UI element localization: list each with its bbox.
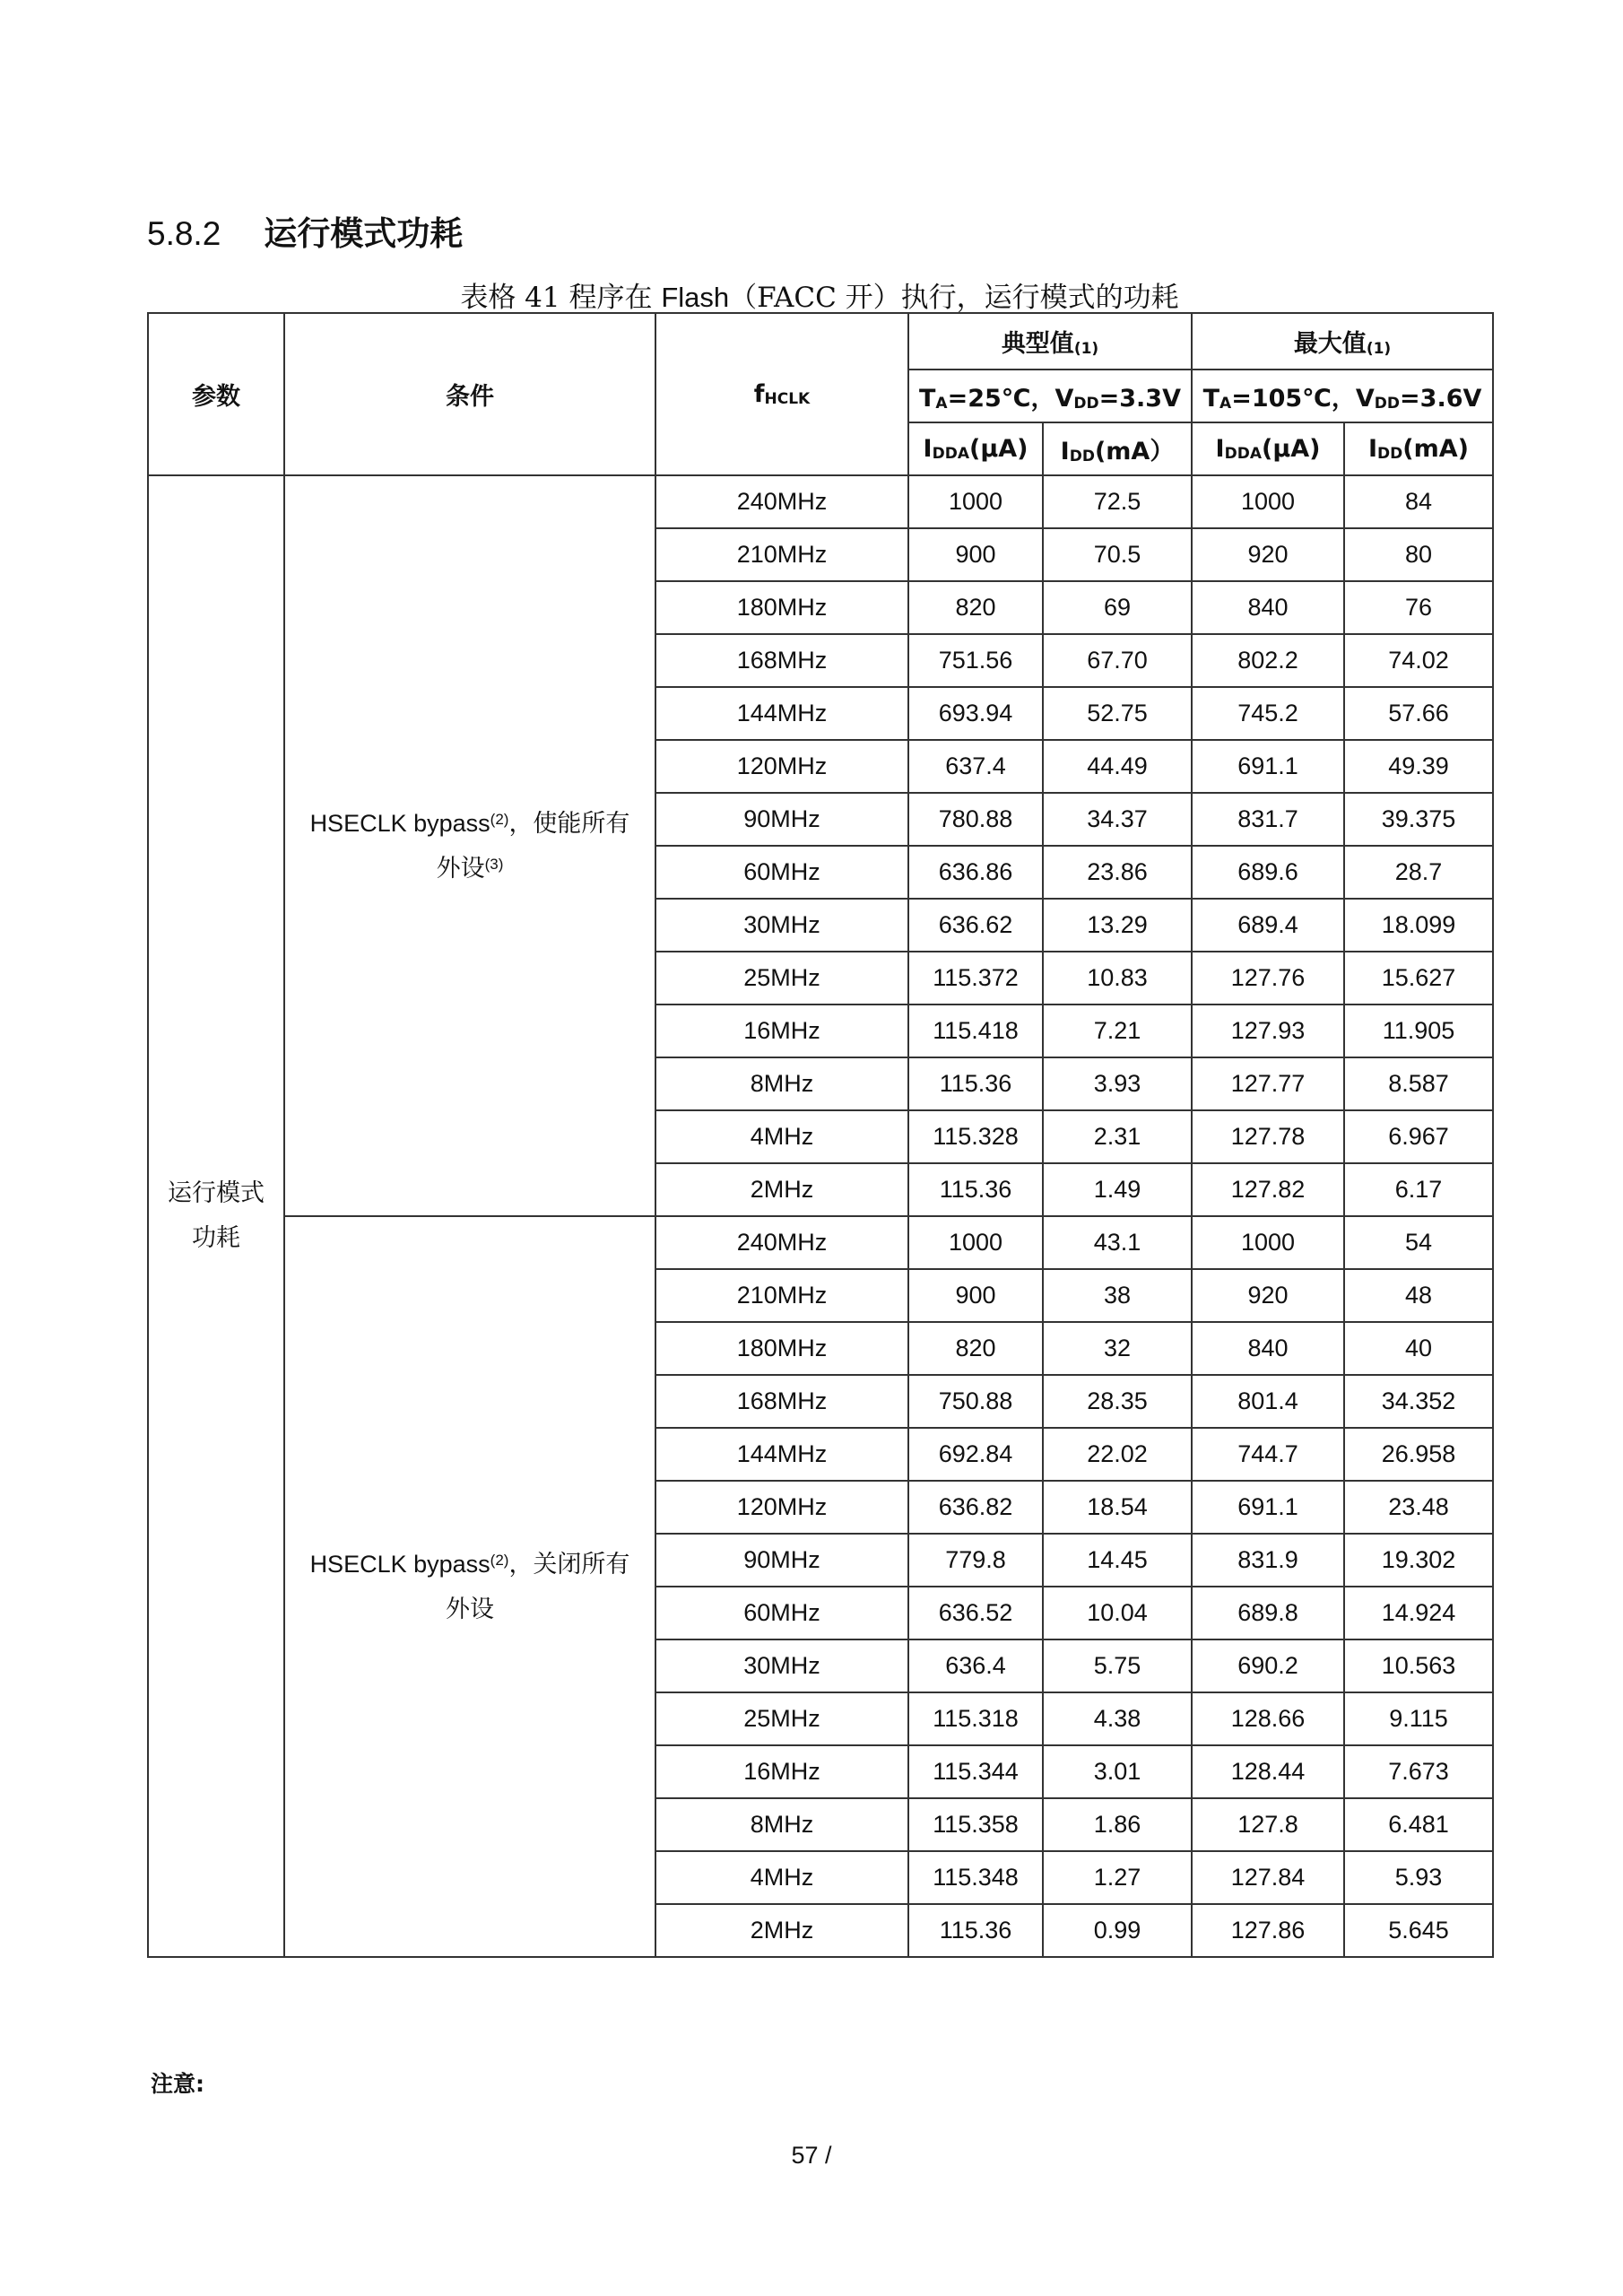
max-idd-i: I bbox=[1368, 435, 1378, 463]
typ-idd-cell: 1.27 bbox=[1043, 1851, 1192, 1904]
typ-idd-cell: 10.83 bbox=[1043, 952, 1192, 1004]
max-idda-cell: 127.93 bbox=[1192, 1004, 1344, 1057]
condition-note: (2) bbox=[490, 1552, 509, 1569]
condition-note2: (3) bbox=[484, 856, 504, 873]
max-idd-cell: 7.673 bbox=[1344, 1745, 1493, 1798]
header-fhclk bbox=[655, 313, 908, 475]
max-idda-unit: (μA) bbox=[1261, 435, 1321, 463]
header-condition: 条件 bbox=[284, 313, 655, 475]
param-cell bbox=[148, 475, 284, 1957]
header-max-idda bbox=[1192, 422, 1344, 475]
typical-condition bbox=[908, 370, 1192, 422]
max-idda-sub: DDA bbox=[1224, 445, 1262, 463]
typ-idd-sub: DD bbox=[1069, 448, 1095, 465]
max-idda-cell: 840 bbox=[1192, 1322, 1344, 1375]
max-idda-cell: 128.66 bbox=[1192, 1692, 1344, 1745]
typ-t: T bbox=[919, 385, 936, 413]
typ-idd-cell: 38 bbox=[1043, 1269, 1192, 1322]
max-label: 最大值 bbox=[1293, 330, 1367, 358]
condition-note: (2) bbox=[490, 811, 509, 828]
max-idda-cell: 840 bbox=[1192, 581, 1344, 634]
header-typ-idda bbox=[908, 422, 1043, 475]
typ-idd-unit: (mA） bbox=[1094, 438, 1175, 465]
header-max bbox=[1192, 313, 1493, 370]
freq-cell: 144MHz bbox=[655, 1428, 908, 1481]
section-number: 5.8.2 bbox=[147, 215, 221, 252]
typ-idda-cell: 636.82 bbox=[908, 1481, 1043, 1534]
section-title: 运行模式功耗 bbox=[264, 214, 464, 253]
typ-idd-cell: 10.04 bbox=[1043, 1587, 1192, 1639]
typ-idd-cell: 3.01 bbox=[1043, 1745, 1192, 1798]
section-heading bbox=[147, 206, 463, 255]
header-param: 参数 bbox=[148, 313, 284, 475]
typ-idd-cell: 1.49 bbox=[1043, 1163, 1192, 1216]
max-idd-sub: DD bbox=[1377, 445, 1403, 463]
typ-idd-cell: 5.75 bbox=[1043, 1639, 1192, 1692]
max-idda-cell: 127.84 bbox=[1192, 1851, 1344, 1904]
typ-idd-cell: 70.5 bbox=[1043, 528, 1192, 581]
freq-cell: 60MHz bbox=[655, 846, 908, 899]
condition-rest: ，关闭所有外设 bbox=[446, 1551, 630, 1622]
max-idd-cell: 14.924 bbox=[1344, 1587, 1493, 1639]
max-idda-cell: 801.4 bbox=[1192, 1375, 1344, 1428]
max-idd-cell: 18.099 bbox=[1344, 899, 1493, 952]
typ-idd-cell: 23.86 bbox=[1043, 846, 1192, 899]
freq-cell: 4MHz bbox=[655, 1851, 908, 1904]
condition-text: HSECLK bypass bbox=[309, 810, 490, 837]
typ-idda-cell: 637.4 bbox=[908, 740, 1043, 793]
typ-idda-cell: 115.36 bbox=[908, 1163, 1043, 1216]
max-idd-cell: 6.481 bbox=[1344, 1798, 1493, 1851]
condition-cell bbox=[284, 1216, 655, 1957]
max-idd-cell: 19.302 bbox=[1344, 1534, 1493, 1587]
freq-cell: 8MHz bbox=[655, 1057, 908, 1110]
typ-idd-cell: 22.02 bbox=[1043, 1428, 1192, 1481]
max-idd-cell: 5.93 bbox=[1344, 1851, 1493, 1904]
typ-idda-cell: 636.62 bbox=[908, 899, 1043, 952]
max-idd-cell: 34.352 bbox=[1344, 1375, 1493, 1428]
max-idda-cell: 689.6 bbox=[1192, 846, 1344, 899]
table-body bbox=[148, 475, 1493, 1957]
typ-idda-cell: 1000 bbox=[908, 475, 1043, 528]
max-idd-cell: 49.39 bbox=[1344, 740, 1493, 793]
max-idd-cell: 10.563 bbox=[1344, 1639, 1493, 1692]
typ-idd-i: I bbox=[1060, 438, 1070, 465]
typ-idda-cell: 693.94 bbox=[908, 687, 1043, 740]
table-row bbox=[148, 1216, 1493, 1269]
typ-idda-cell: 115.328 bbox=[908, 1110, 1043, 1163]
max-idda-cell: 689.4 bbox=[1192, 899, 1344, 952]
note-label: 注意: bbox=[151, 2071, 204, 2097]
freq-cell: 120MHz bbox=[655, 1481, 908, 1534]
max-condition bbox=[1192, 370, 1493, 422]
typ-idda-cell: 636.4 bbox=[908, 1639, 1043, 1692]
typ-idd-cell: 7.21 bbox=[1043, 1004, 1192, 1057]
max-idd-cell: 6.967 bbox=[1344, 1110, 1493, 1163]
freq-cell: 4MHz bbox=[655, 1110, 908, 1163]
max-idda-cell: 1000 bbox=[1192, 1216, 1344, 1269]
table-row bbox=[148, 475, 1493, 528]
max-idda-cell: 691.1 bbox=[1192, 1481, 1344, 1534]
typ-idda-cell: 115.318 bbox=[908, 1692, 1043, 1745]
max-idda-cell: 745.2 bbox=[1192, 687, 1344, 740]
max-idda-cell: 127.82 bbox=[1192, 1163, 1344, 1216]
typ-idda-cell: 751.56 bbox=[908, 634, 1043, 687]
freq-cell: 168MHz bbox=[655, 1375, 908, 1428]
max-idd-cell: 74.02 bbox=[1344, 634, 1493, 687]
typ-tsub: A bbox=[935, 395, 948, 413]
max-idd-cell: 28.7 bbox=[1344, 846, 1493, 899]
typ-idd-cell: 2.31 bbox=[1043, 1110, 1192, 1163]
max-idda-cell: 127.76 bbox=[1192, 952, 1344, 1004]
max-idd-cell: 5.645 bbox=[1344, 1904, 1493, 1957]
freq-cell: 30MHz bbox=[655, 1639, 908, 1692]
max-vsub: DD bbox=[1374, 395, 1401, 413]
max-idda-cell: 1000 bbox=[1192, 475, 1344, 528]
max-idda-cell: 744.7 bbox=[1192, 1428, 1344, 1481]
freq-cell: 144MHz bbox=[655, 687, 908, 740]
typ-idda-cell: 636.86 bbox=[908, 846, 1043, 899]
typ-idd-cell: 44.49 bbox=[1043, 740, 1192, 793]
freq-cell: 16MHz bbox=[655, 1004, 908, 1057]
typ-idd-cell: 34.37 bbox=[1043, 793, 1192, 846]
fhclk-f: f bbox=[753, 380, 765, 408]
freq-cell: 240MHz bbox=[655, 475, 908, 528]
max-idd-cell: 54 bbox=[1344, 1216, 1493, 1269]
max-idd-cell: 80 bbox=[1344, 528, 1493, 581]
max-idda-i: I bbox=[1215, 435, 1225, 463]
typ-idd-cell: 3.93 bbox=[1043, 1057, 1192, 1110]
max-t: T bbox=[1202, 385, 1220, 413]
max-idd-cell: 84 bbox=[1344, 475, 1493, 528]
typ-idd-cell: 67.70 bbox=[1043, 634, 1192, 687]
condition-cell bbox=[284, 475, 655, 1216]
param-label: 运行模式功耗 bbox=[168, 1179, 265, 1252]
freq-cell: 2MHz bbox=[655, 1163, 908, 1216]
typical-note: (1) bbox=[1073, 340, 1099, 358]
max-v: V bbox=[1355, 385, 1375, 413]
typ-idda-cell: 900 bbox=[908, 528, 1043, 581]
typ-idda-unit: (μA) bbox=[968, 435, 1028, 463]
max-idd-cell: 23.48 bbox=[1344, 1481, 1493, 1534]
freq-cell: 180MHz bbox=[655, 1322, 908, 1375]
freq-cell: 210MHz bbox=[655, 528, 908, 581]
typ-idda-cell: 1000 bbox=[908, 1216, 1043, 1269]
typ-idda-cell: 779.8 bbox=[908, 1534, 1043, 1587]
typ-idda-i: I bbox=[923, 435, 933, 463]
max-idd-cell: 39.375 bbox=[1344, 793, 1493, 846]
max-idda-cell: 831.9 bbox=[1192, 1534, 1344, 1587]
max-idd-cell: 48 bbox=[1344, 1269, 1493, 1322]
typ-idd-cell: 1.86 bbox=[1043, 1798, 1192, 1851]
max-idda-cell: 691.1 bbox=[1192, 740, 1344, 793]
typ-idd-cell: 4.38 bbox=[1043, 1692, 1192, 1745]
max-idda-cell: 920 bbox=[1192, 528, 1344, 581]
max-idda-cell: 127.77 bbox=[1192, 1057, 1344, 1110]
typ-tval: =25℃， bbox=[947, 385, 1055, 413]
typ-idd-cell: 72.5 bbox=[1043, 475, 1192, 528]
max-idd-cell: 76 bbox=[1344, 581, 1493, 634]
header-typical bbox=[908, 313, 1192, 370]
max-idda-cell: 128.44 bbox=[1192, 1745, 1344, 1798]
freq-cell: 210MHz bbox=[655, 1269, 908, 1322]
typ-idda-cell: 636.52 bbox=[908, 1587, 1043, 1639]
typ-idda-cell: 750.88 bbox=[908, 1375, 1043, 1428]
typ-idd-cell: 69 bbox=[1043, 581, 1192, 634]
typ-idd-cell: 0.99 bbox=[1043, 1904, 1192, 1957]
typ-idda-cell: 115.36 bbox=[908, 1904, 1043, 1957]
caption-prefix: 表格 41 程序在 bbox=[460, 282, 662, 314]
header-max-idd bbox=[1344, 422, 1493, 475]
typ-idda-cell: 115.36 bbox=[908, 1057, 1043, 1110]
caption-suffix: （FACC 开）执行，运行模式的功耗 bbox=[729, 282, 1179, 314]
typ-vval: =3.3V bbox=[1098, 385, 1181, 413]
max-idd-cell: 11.905 bbox=[1344, 1004, 1493, 1057]
typical-label: 典型值 bbox=[1001, 330, 1074, 358]
condition-rest: ，使能所有外设 bbox=[436, 810, 630, 882]
max-vval: =3.6V bbox=[1400, 385, 1482, 413]
freq-cell: 60MHz bbox=[655, 1587, 908, 1639]
max-idda-cell: 127.8 bbox=[1192, 1798, 1344, 1851]
max-tval: =105℃， bbox=[1231, 385, 1356, 413]
typ-idd-cell: 14.45 bbox=[1043, 1534, 1192, 1587]
power-consumption-table bbox=[147, 312, 1494, 1958]
typ-idd-cell: 52.75 bbox=[1043, 687, 1192, 740]
max-idda-cell: 127.78 bbox=[1192, 1110, 1344, 1163]
typ-idda-cell: 692.84 bbox=[908, 1428, 1043, 1481]
table-caption bbox=[147, 274, 1492, 315]
freq-cell: 90MHz bbox=[655, 793, 908, 846]
typ-idd-cell: 43.1 bbox=[1043, 1216, 1192, 1269]
typ-idda-cell: 115.418 bbox=[908, 1004, 1043, 1057]
typ-idda-cell: 780.88 bbox=[908, 793, 1043, 846]
max-idd-cell: 6.17 bbox=[1344, 1163, 1493, 1216]
max-idd-cell: 57.66 bbox=[1344, 687, 1493, 740]
freq-cell: 25MHz bbox=[655, 1692, 908, 1745]
typ-idda-cell: 115.372 bbox=[908, 952, 1043, 1004]
header-typ-idd bbox=[1043, 422, 1192, 475]
typ-idd-cell: 18.54 bbox=[1043, 1481, 1192, 1534]
freq-cell: 120MHz bbox=[655, 740, 908, 793]
typ-idda-cell: 115.344 bbox=[908, 1745, 1043, 1798]
max-idd-cell: 40 bbox=[1344, 1322, 1493, 1375]
typ-idda-cell: 820 bbox=[908, 1322, 1043, 1375]
max-idd-cell: 8.587 bbox=[1344, 1057, 1493, 1110]
typ-idda-cell: 115.358 bbox=[908, 1798, 1043, 1851]
typ-idda-sub: DDA bbox=[932, 445, 969, 463]
condition-text: HSECLK bypass bbox=[309, 1551, 490, 1578]
max-idda-cell: 920 bbox=[1192, 1269, 1344, 1322]
typ-idd-cell: 28.35 bbox=[1043, 1375, 1192, 1428]
max-idda-cell: 690.2 bbox=[1192, 1639, 1344, 1692]
typ-idda-cell: 820 bbox=[908, 581, 1043, 634]
max-idda-cell: 689.8 bbox=[1192, 1587, 1344, 1639]
max-idd-cell: 9.115 bbox=[1344, 1692, 1493, 1745]
typ-v: V bbox=[1055, 385, 1074, 413]
freq-cell: 2MHz bbox=[655, 1904, 908, 1957]
typ-idda-cell: 115.348 bbox=[908, 1851, 1043, 1904]
freq-cell: 168MHz bbox=[655, 634, 908, 687]
max-idda-cell: 127.86 bbox=[1192, 1904, 1344, 1957]
max-note: (1) bbox=[1366, 340, 1392, 358]
fhclk-sub: HCLK bbox=[764, 390, 811, 408]
max-idd-cell: 26.958 bbox=[1344, 1428, 1493, 1481]
freq-cell: 180MHz bbox=[655, 581, 908, 634]
freq-cell: 90MHz bbox=[655, 1534, 908, 1587]
page-number: 57 / bbox=[791, 2142, 832, 2169]
typ-idd-cell: 13.29 bbox=[1043, 899, 1192, 952]
freq-cell: 8MHz bbox=[655, 1798, 908, 1851]
max-idda-cell: 831.7 bbox=[1192, 793, 1344, 846]
freq-cell: 25MHz bbox=[655, 952, 908, 1004]
max-idd-cell: 15.627 bbox=[1344, 952, 1493, 1004]
typ-idd-cell: 32 bbox=[1043, 1322, 1192, 1375]
freq-cell: 16MHz bbox=[655, 1745, 908, 1798]
caption-flash: Flash bbox=[661, 282, 730, 313]
max-idd-unit: (mA) bbox=[1402, 435, 1469, 463]
max-idda-cell: 802.2 bbox=[1192, 634, 1344, 687]
typ-vsub: DD bbox=[1073, 395, 1099, 413]
freq-cell: 30MHz bbox=[655, 899, 908, 952]
max-tsub: A bbox=[1219, 395, 1232, 413]
freq-cell: 240MHz bbox=[655, 1216, 908, 1269]
typ-idda-cell: 900 bbox=[908, 1269, 1043, 1322]
